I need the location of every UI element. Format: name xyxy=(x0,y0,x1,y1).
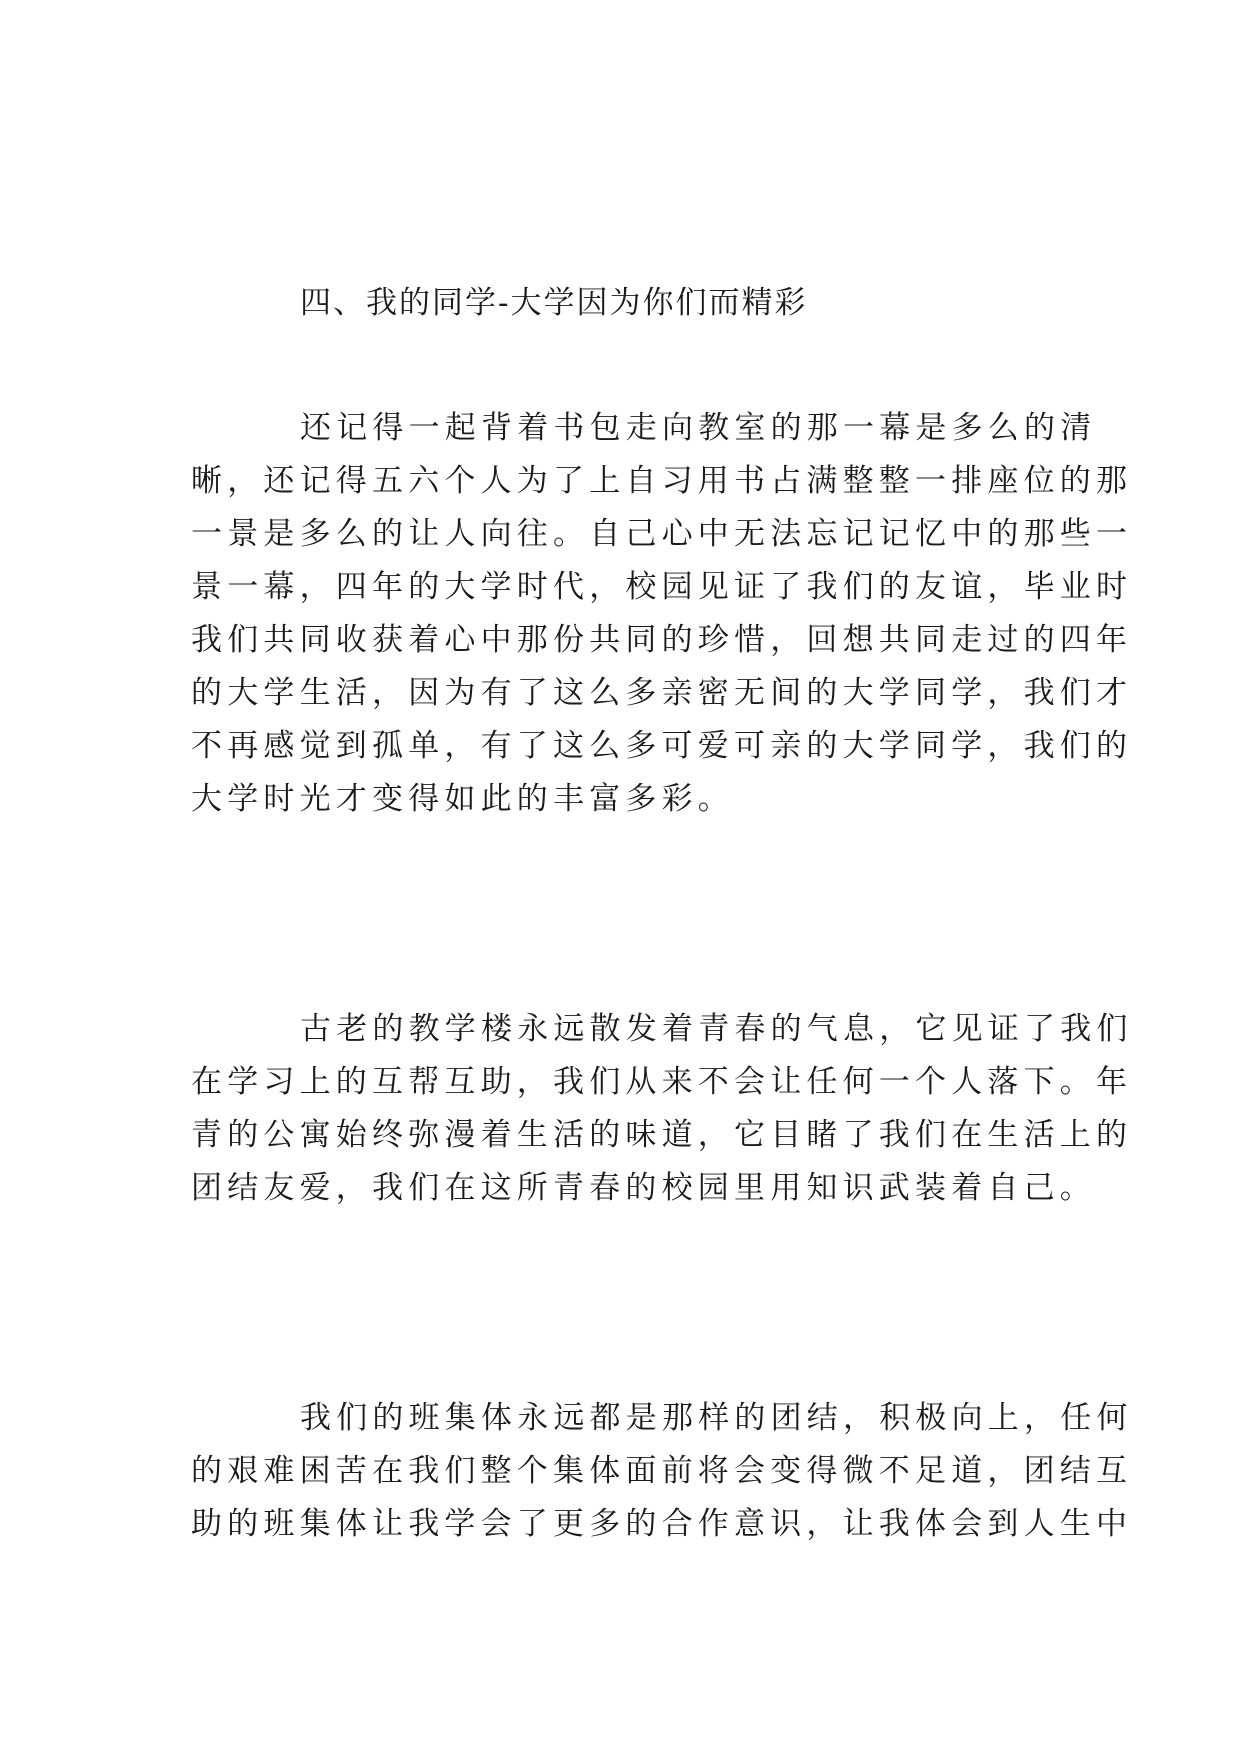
paragraph-2-line-3: 青的公寓始终弥漫着生活的味道，它目睹了我们在生活上的 xyxy=(191,1117,1133,1153)
paragraph-2-line-1: 古老的教学楼永远散发着青春的气息，它见证了我们 xyxy=(300,1011,1133,1047)
paragraph-3-line-1: 我们的班集体永远都是那样的团结，积极向上，任何 xyxy=(300,1400,1133,1436)
paragraph-1-line-8: 大学时光才变得如此的丰富多彩。 xyxy=(191,781,734,817)
paragraph-1-line-5: 我们共同收获着心中那份共同的珍惜，回想共同走过的四年 xyxy=(191,622,1133,658)
section-heading: 四、我的同学-大学因为你们而精彩 xyxy=(300,285,808,321)
paragraph-1-line-4: 景一幕，四年的大学时代，校园见证了我们的友谊，毕业时 xyxy=(191,569,1133,605)
paragraph-1-line-6: 的大学生活，因为有了这么多亲密无间的大学同学，我们才 xyxy=(191,675,1133,711)
paragraph-3-line-3: 助的班集体让我学会了更多的合作意识，让我体会到人生中 xyxy=(191,1506,1133,1542)
paragraph-1-line-3: 一景是多么的让人向往。自己心中无法忘记记忆中的那些一 xyxy=(191,516,1133,552)
paragraph-3-line-2: 的艰难困苦在我们整个集体面前将会变得微不足道，团结互 xyxy=(191,1453,1133,1489)
paragraph-1-line-1: 还记得一起背着书包走向教室的那一幕是多么的清 xyxy=(300,410,1097,446)
paragraph-2-line-4: 团结友爱，我们在这所青春的校园里用知识武装着自己。 xyxy=(191,1170,1096,1206)
paragraph-1-line-7: 不再感觉到孤单，有了这么多可爱可亲的大学同学，我们的 xyxy=(191,728,1133,764)
paragraph-2-line-2: 在学习上的互帮互助，我们从来不会让任何一个人落下。年 xyxy=(191,1064,1133,1100)
paragraph-1-line-2: 晰，还记得五六个人为了上自习用书占满整整一排座位的那 xyxy=(191,463,1133,499)
